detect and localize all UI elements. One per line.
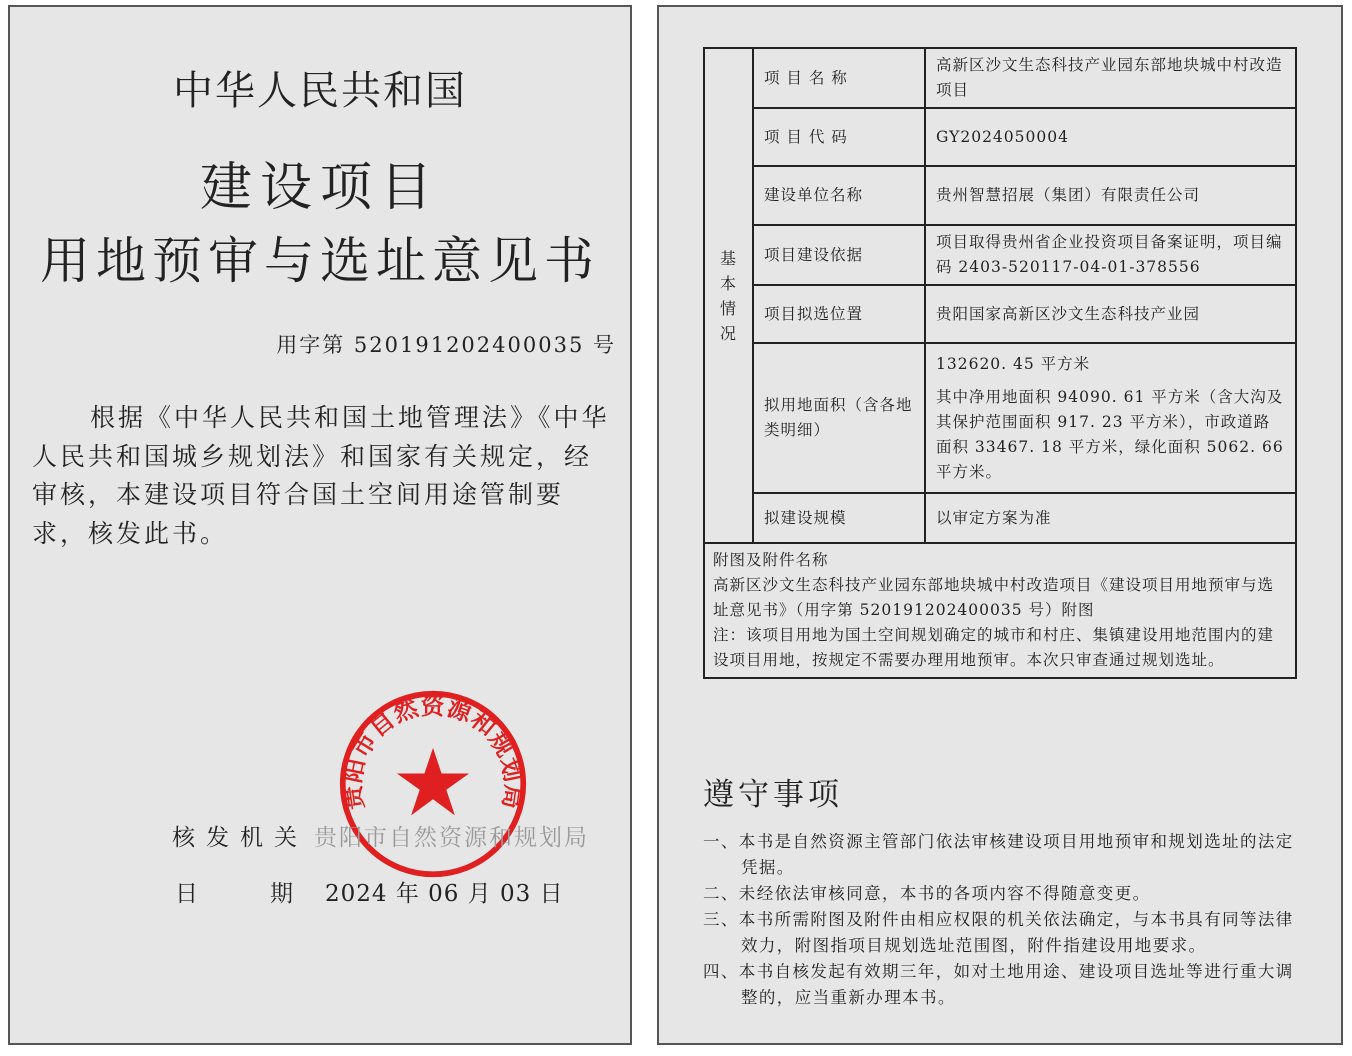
- table-row: [704, 108, 1296, 166]
- rules-list: [703, 829, 1303, 1011]
- title-line-1: 建设项目: [199, 158, 440, 218]
- row-value-scale: 以审定方案为准: [925, 493, 1296, 543]
- rules-title: 遵守事项: [703, 777, 843, 813]
- row-label-project-name: 项 目 名 称: [753, 48, 925, 108]
- row-label-scale: 拟建设规模: [753, 493, 925, 543]
- annex-title: 附图及附件名称: [713, 551, 829, 569]
- row-label-builder: 建设单位名称: [753, 166, 925, 225]
- basic-info-table: [703, 47, 1297, 679]
- table-row: [704, 493, 1296, 543]
- rule-item: 四、本书自核发起有效期三年，如对土地用途、建设项目选址等进行重大调整的，应当重新办理本书。: [703, 962, 1294, 1007]
- issuer-label: 核发机关: [172, 825, 308, 851]
- document-number: 用字第 520191202400035 号: [276, 333, 616, 357]
- table-row: [704, 343, 1296, 493]
- row-label-basis: 项目建设依据: [753, 225, 925, 285]
- rule-item: 二、未经依法审核同意，本书的各项内容不得随意变更。: [703, 884, 1151, 903]
- annex-cell: [704, 543, 1296, 678]
- row-value-basis: 项目取得贵州省企业投资项目备案证明，项目编码 2403-520117-04-01-378556: [925, 225, 1296, 285]
- table-row: [704, 285, 1296, 343]
- rule-item: 一、本书是自然资源主管部门依法审核建设项目用地预审和规划选址的法定凭据。: [703, 832, 1294, 877]
- table-row: [704, 543, 1296, 678]
- date-label: 日期: [175, 881, 365, 907]
- country-name: 中华人民共和国: [173, 68, 467, 114]
- annex-note: 注：该项目用地为国土空间规划确定的城市和村庄、集镇建设用地范围内的建设项目用地，按规定不需要办理用地预审。本次只审查通过规划选址。: [713, 626, 1275, 669]
- land-area-total: 132620. 45 平方米: [936, 354, 1091, 373]
- row-label-project-code: 项 目 代 码: [753, 108, 925, 166]
- row-label-location: 项目拟选位置: [753, 285, 925, 343]
- annex-text: 高新区沙文生态科技产业园东部地块城中村改造项目《建设项目用地预审与选址意见书》（用字第 520191202400035 号）附图: [713, 576, 1275, 619]
- land-area-detail: 其中净用地面积 94090. 61 平方米（含大沟及其保护范围面积 917. 23 平方米），市政道路面积 33467. 18 平方米，绿化面积 5062. 66 平方米。: [936, 387, 1284, 481]
- row-value-land-area: [925, 343, 1296, 493]
- issuer-value: 贵阳市自然资源和规划局: [314, 825, 589, 851]
- row-label-land-area: 拟用地面积（含各地类明细）: [753, 343, 925, 493]
- issuer-row: [172, 819, 589, 852]
- table-row: [704, 48, 1296, 108]
- row-value-builder: 贵州智慧招展（集团）有限责任公司: [925, 166, 1296, 225]
- certificate-front-page: [8, 5, 632, 1045]
- star-icon: [397, 748, 469, 815]
- row-value-project-code: GY2024050004: [925, 108, 1296, 166]
- date-row: [175, 875, 564, 908]
- date-value: 2024 年 06 月 03 日: [325, 881, 564, 907]
- side-label: 基 本 情 况: [704, 48, 753, 543]
- rule-item: 三、本书所需附图及附件由相应权限的机关依法确定，与本书具有同等法律效力，附图指项目规划选址范围图，附件指建设用地要求。: [703, 910, 1294, 955]
- table-row: [704, 225, 1296, 285]
- approval-statement: 根据《中华人民共和国土地管理法》《中华人民共和国城乡规划法》和国家有关规定，经审核，本建设项目符合国土空间用途管制要求，核发此书。: [32, 403, 610, 548]
- seal-text: 贵阳市自然资源和规划局: [338, 691, 528, 812]
- table-row: [704, 166, 1296, 225]
- row-value-location: 贵阳国家高新区沙文生态科技产业园: [925, 285, 1296, 343]
- certificate-details-page: [657, 5, 1343, 1045]
- row-value-project-name: 高新区沙文生态科技产业园东部地块城中村改造项目: [925, 48, 1296, 108]
- title-line-2: 用地预审与选址意见书: [40, 232, 600, 290]
